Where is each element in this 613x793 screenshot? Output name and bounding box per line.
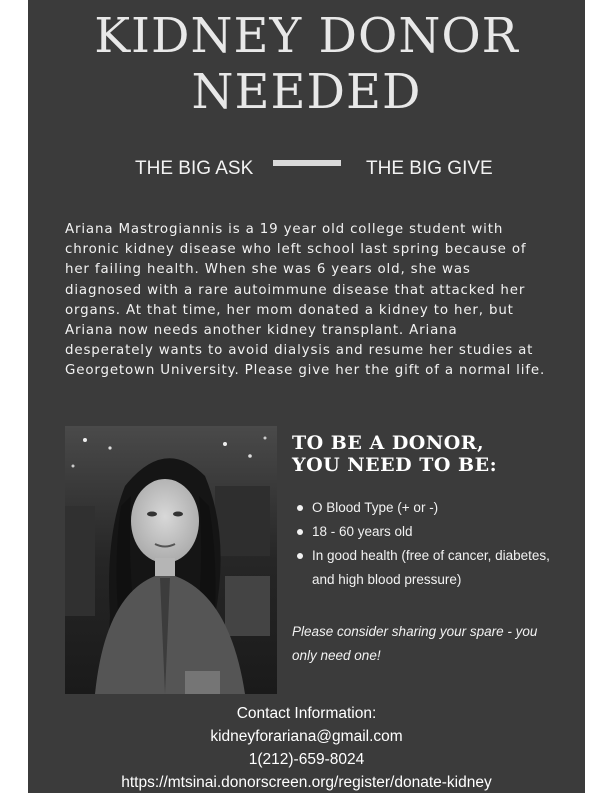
contact-email[interactable]: kidneyforariana@gmail.com <box>210 728 403 745</box>
tagline-big-ask: THE BIG ASK <box>135 158 254 179</box>
contact-phone[interactable]: 1(212)-659-8024 <box>248 751 365 768</box>
list-item <box>292 544 572 592</box>
flyer <box>28 0 585 793</box>
requirements-heading-line-1: TO BE A DONOR, <box>292 432 485 454</box>
donor-requirements-heading <box>292 432 562 476</box>
portrait-image <box>65 426 277 694</box>
story-paragraph: Ariana Mastrogiannis is a 19 year old college student with chronic kidney disease who left school last spring because of her failing health. When she was 6 years old, she was diagnosed with a rare autoimmune disease that attacked her organs. At that time, her mom donated a kidney to her, but Ariana now needs another kidney transplant. Ariana desperately wants to avoid dialysis and resume her studies at Georgetown University. Please give her the gift of a normal life. <box>65 222 546 379</box>
title-line-2: NEEDED <box>191 64 422 120</box>
tagline-big-give: THE BIG GIVE <box>366 158 493 179</box>
requirement-text: O Blood Type (+ or -) <box>312 500 439 515</box>
patient-photo <box>65 426 277 694</box>
contact-heading: Contact Information: <box>236 705 377 722</box>
list-item <box>292 496 572 520</box>
tagline-divider <box>273 160 341 166</box>
appeal-text: Please consider sharing your spare - you only need one! <box>292 624 538 663</box>
requirements-heading-line-2: YOU NEED TO BE: <box>292 454 498 476</box>
requirement-text: 18 - 60 years old <box>312 524 413 539</box>
list-item <box>292 520 572 544</box>
requirement-text: In good health (free of cancer, diabetes, and high blood pressure) <box>312 548 550 587</box>
bullet-icon <box>297 505 303 511</box>
contact-url[interactable]: https://mtsinai.donorscreen.org/register/donate-kidney <box>121 774 492 791</box>
bullet-icon <box>297 553 303 559</box>
requirements-list <box>292 496 572 592</box>
title-line-1: KIDNEY DONOR <box>94 8 519 64</box>
bullet-icon <box>297 529 303 535</box>
contact-section <box>28 702 585 793</box>
